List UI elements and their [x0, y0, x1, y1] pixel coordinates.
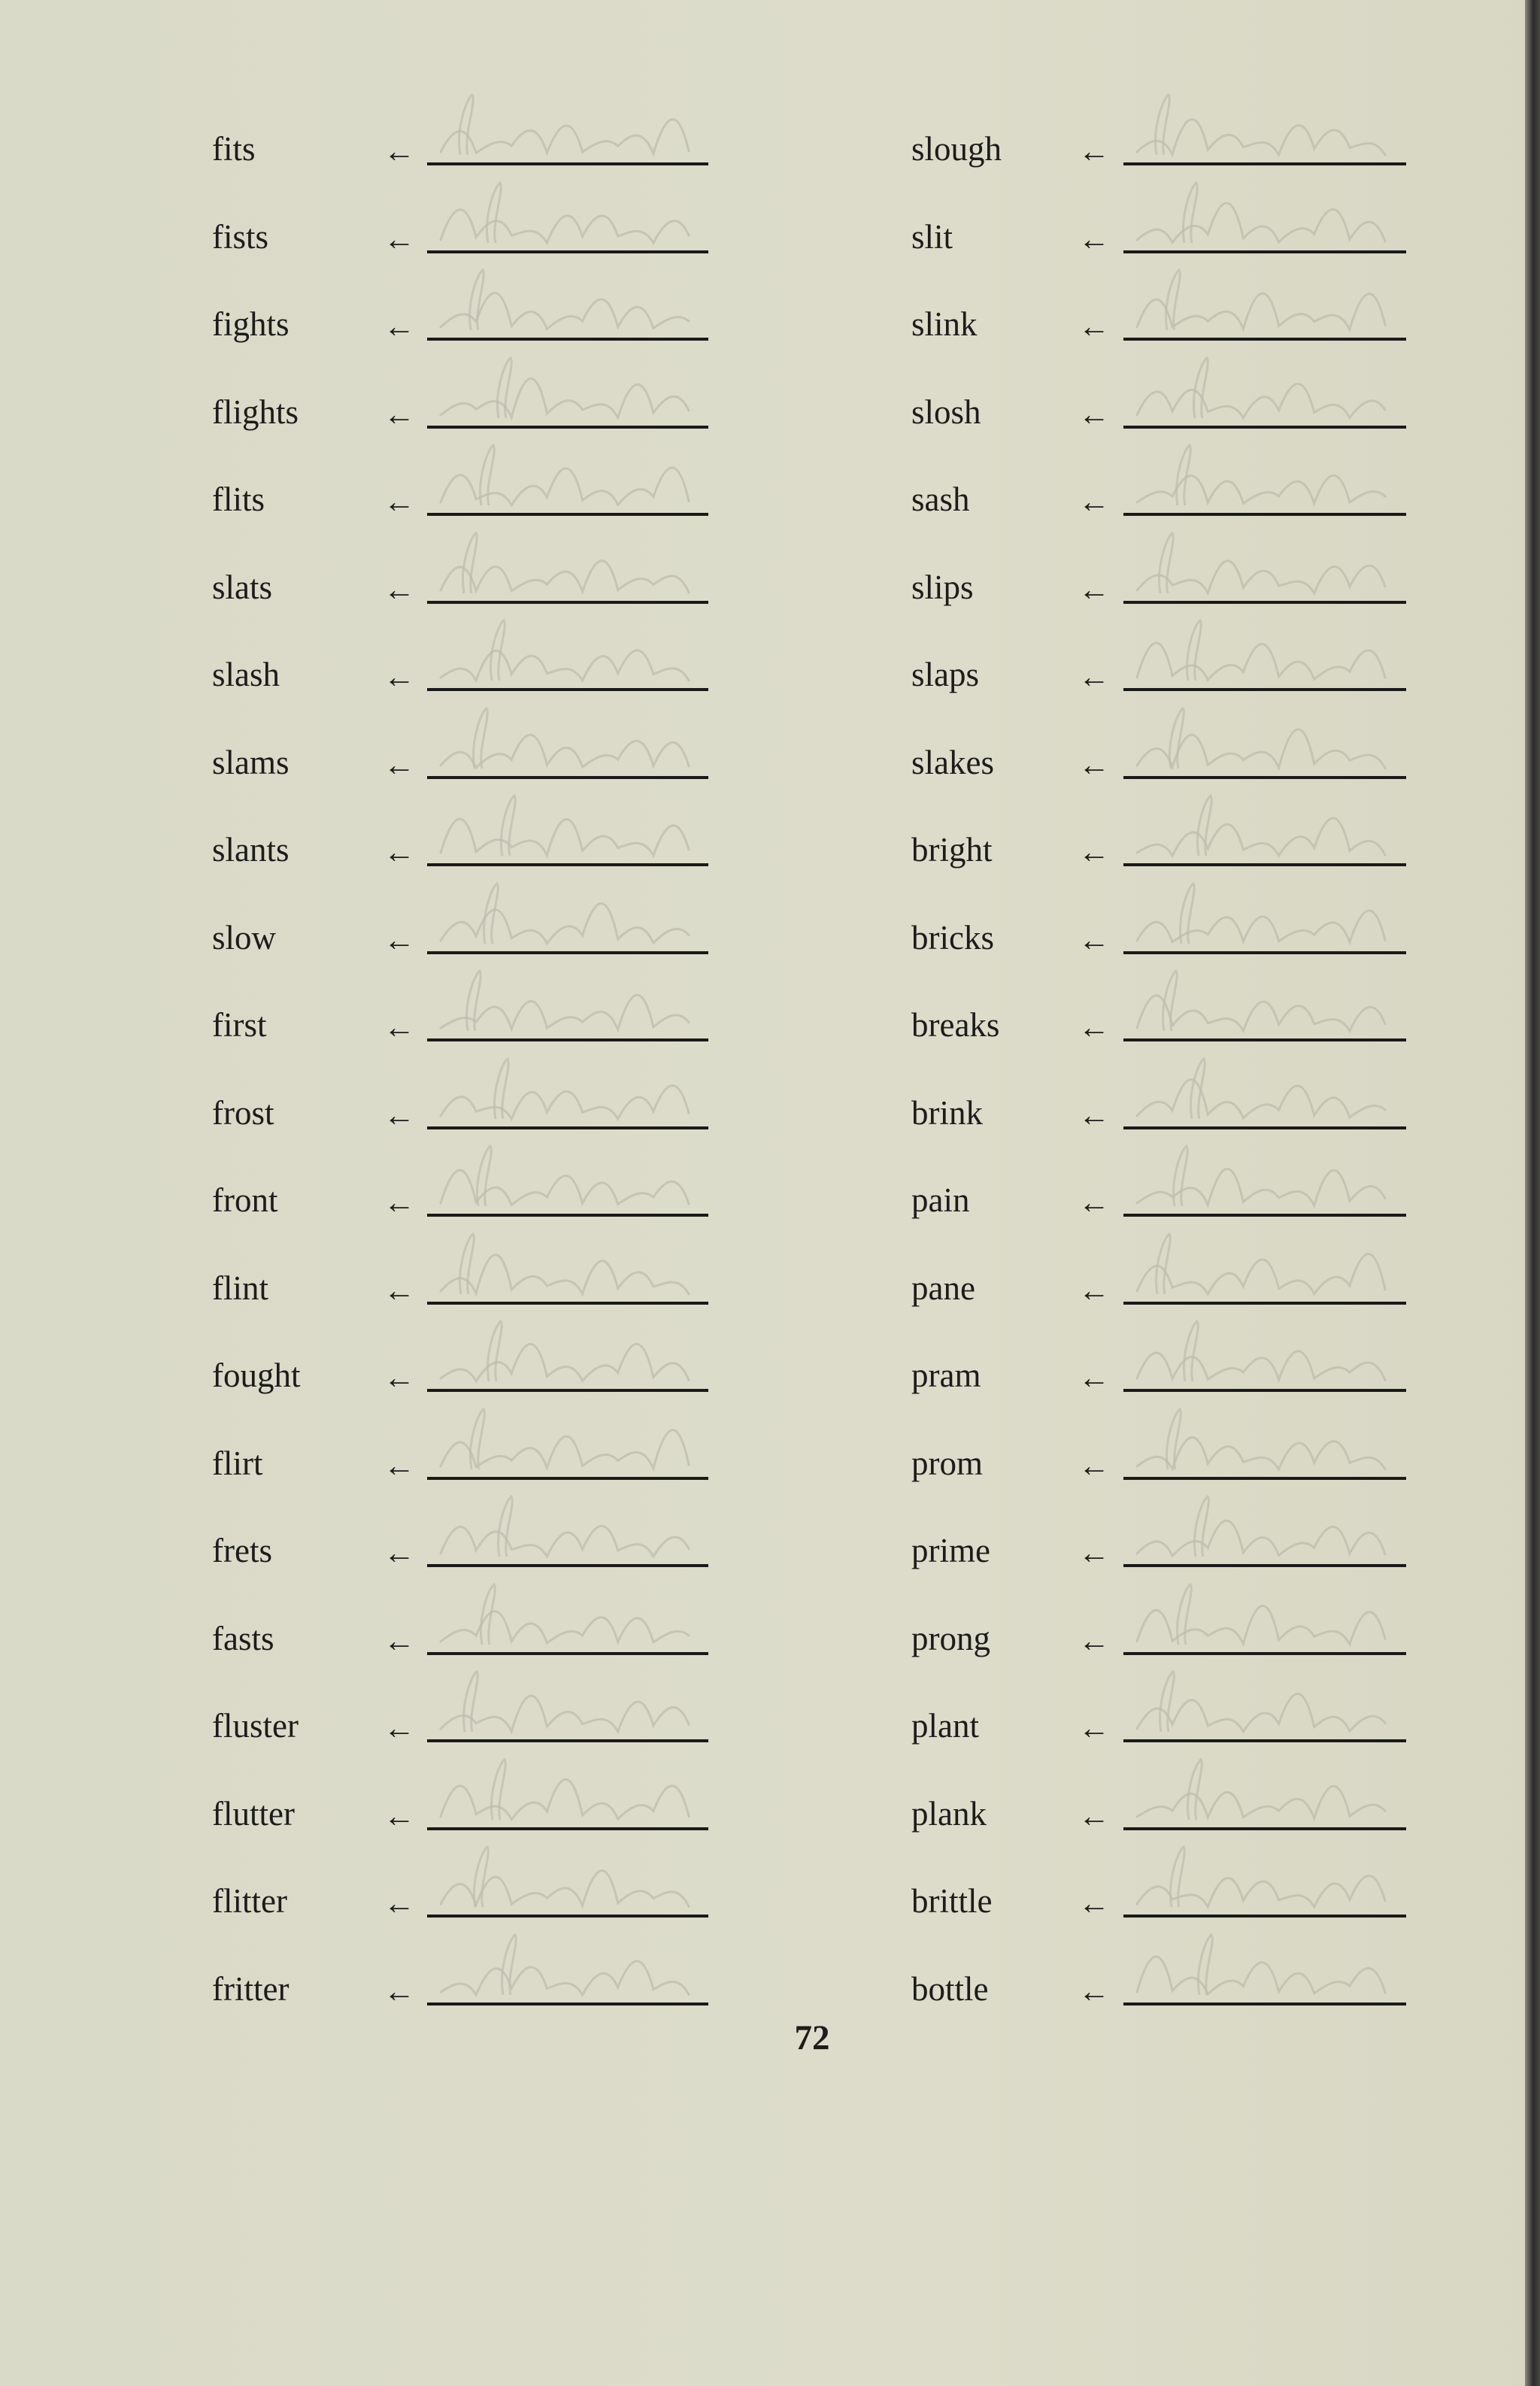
printed-word: flutter: [212, 1794, 295, 1833]
left-arrow-icon: ←: [383, 923, 415, 958]
printed-word: slaps: [911, 656, 979, 693]
answer-blank-line: [427, 1214, 708, 1217]
printed-word: slash: [212, 656, 280, 693]
answer-blank-line: [427, 1827, 708, 1830]
answer-blank-line: [1123, 776, 1406, 779]
answer-blank-line: [1123, 1126, 1406, 1129]
printed-word: flits: [212, 481, 265, 518]
answer-blank-line: [1123, 513, 1406, 516]
pencil-handwriting-signature: [1134, 617, 1390, 690]
printed-word: breaks: [911, 1006, 1000, 1044]
pencil-handwriting-signature: [1134, 267, 1390, 339]
printed-word: fits: [212, 130, 256, 168]
answer-blank-line: [1123, 688, 1406, 691]
left-arrow-icon: ←: [383, 1887, 415, 1921]
answer-blank-line: [1123, 1038, 1406, 1041]
answer-blank-line: [1123, 426, 1406, 429]
answer-blank-line: [427, 1302, 708, 1305]
left-arrow-icon: ←: [383, 1186, 415, 1220]
printed-word: frets: [212, 1532, 272, 1569]
answer-blank-line: [427, 1038, 708, 1041]
pencil-handwriting-signature: [438, 267, 693, 339]
pencil-handwriting-signature: [438, 1669, 693, 1741]
left-arrow-icon: ←: [1078, 1799, 1110, 1834]
left-arrow-icon: ←: [383, 310, 415, 344]
left-arrow-icon: ←: [1078, 1011, 1110, 1045]
left-arrow-icon: ←: [383, 1799, 415, 1834]
pencil-handwriting-signature: [1134, 1406, 1390, 1478]
pencil-handwriting-signature: [438, 1844, 693, 1916]
printed-word: flights: [212, 393, 299, 431]
answer-blank-line: [427, 338, 708, 341]
page-number: 72: [794, 2018, 830, 2057]
answer-blank-line: [1123, 1477, 1406, 1480]
left-arrow-icon: ←: [1078, 1536, 1110, 1571]
answer-blank-line: [1123, 951, 1406, 954]
pencil-handwriting-signature: [438, 1581, 693, 1654]
left-arrow-icon: ←: [1078, 1098, 1110, 1133]
left-arrow-icon: ←: [383, 1711, 415, 1746]
left-arrow-icon: ←: [383, 397, 415, 432]
pencil-handwriting-signature: [438, 793, 693, 865]
pencil-handwriting-signature: [1134, 355, 1390, 427]
left-arrow-icon: ←: [383, 572, 415, 608]
left-arrow-icon: ←: [1078, 572, 1110, 608]
printed-word: frost: [212, 1093, 274, 1132]
printed-word: brittle: [911, 1882, 993, 1920]
answer-blank-line: [427, 2002, 708, 2006]
left-arrow-icon: ←: [383, 835, 415, 870]
printed-word: slants: [212, 831, 290, 869]
left-arrow-icon: ←: [383, 135, 415, 169]
printed-word: flint: [212, 1269, 268, 1307]
answer-blank-line: [427, 776, 708, 779]
left-arrow-icon: ←: [1078, 310, 1110, 344]
printed-word: fritter: [212, 1969, 290, 2008]
left-arrow-icon: ←: [1078, 1361, 1110, 1396]
pencil-handwriting-signature: [438, 968, 693, 1040]
pencil-handwriting-signature: [438, 355, 693, 427]
pencil-handwriting-signature: [1134, 793, 1390, 865]
answer-blank-line: [1123, 1915, 1406, 1918]
answer-blank-line: [1123, 1827, 1406, 1830]
left-arrow-icon: ←: [383, 747, 415, 783]
answer-blank-line: [427, 162, 708, 165]
left-arrow-icon: ←: [1078, 485, 1110, 520]
left-arrow-icon: ←: [383, 1536, 415, 1571]
pencil-handwriting-signature: [1134, 1056, 1390, 1128]
pencil-handwriting-signature: [438, 705, 693, 778]
answer-blank-line: [1123, 1739, 1406, 1742]
pencil-handwriting-signature: [438, 1757, 693, 1829]
left-arrow-icon: ←: [383, 1011, 415, 1045]
left-arrow-icon: ←: [1078, 1273, 1110, 1308]
printed-word: pain: [911, 1181, 970, 1219]
left-arrow-icon: ←: [383, 1624, 415, 1659]
printed-word: bottle: [911, 1969, 989, 2008]
answer-blank-line: [1123, 1652, 1406, 1655]
answer-blank-line: [1123, 2002, 1406, 2006]
left-arrow-icon: ←: [383, 1098, 415, 1133]
printed-word: slough: [911, 130, 1002, 168]
left-arrow-icon: ←: [383, 1448, 415, 1484]
left-arrow-icon: ←: [1078, 1711, 1110, 1746]
printed-word: pram: [911, 1357, 981, 1394]
pencil-handwriting-signature: [1134, 530, 1390, 602]
printed-word: plank: [911, 1794, 987, 1833]
printed-word: plant: [911, 1707, 979, 1745]
page-edge-shadow: [1525, 0, 1540, 2386]
printed-word: slink: [911, 305, 978, 343]
left-arrow-icon: ←: [1078, 747, 1110, 783]
pencil-handwriting-signature: [1134, 442, 1390, 514]
left-arrow-icon: ←: [1078, 135, 1110, 169]
left-arrow-icon: ←: [1078, 1186, 1110, 1220]
printed-word: bricks: [911, 918, 994, 957]
right-exercise-row: [911, 1966, 1438, 2042]
pencil-handwriting-signature: [1134, 881, 1390, 953]
pencil-handwriting-signature: [1134, 1493, 1390, 1566]
printed-word: bright: [911, 831, 993, 869]
printed-word: prime: [911, 1532, 990, 1569]
answer-blank-line: [1123, 338, 1406, 341]
answer-blank-line: [427, 1652, 708, 1655]
printed-word: slosh: [911, 393, 981, 431]
pencil-handwriting-signature: [1134, 1581, 1390, 1654]
printed-word: prong: [911, 1619, 990, 1657]
pencil-handwriting-signature: [1134, 1318, 1390, 1390]
answer-blank-line: [1123, 863, 1406, 866]
left-arrow-icon: ←: [383, 1361, 415, 1396]
printed-word: front: [212, 1181, 278, 1219]
answer-blank-line: [427, 1915, 708, 1918]
pencil-handwriting-signature: [1134, 1844, 1390, 1916]
pencil-handwriting-signature: [438, 881, 693, 953]
answer-blank-line: [1123, 162, 1406, 165]
printed-word: slow: [212, 918, 277, 957]
answer-blank-line: [1123, 1389, 1406, 1392]
left-arrow-icon: ←: [1078, 222, 1110, 257]
pencil-handwriting-signature: [438, 442, 693, 514]
answer-blank-line: [1123, 1302, 1406, 1305]
pencil-handwriting-signature: [438, 1318, 693, 1390]
printed-word: first: [212, 1006, 267, 1044]
left-arrow-icon: ←: [1078, 397, 1110, 432]
printed-word: fasts: [212, 1619, 274, 1657]
printed-word: sash: [911, 481, 970, 518]
answer-blank-line: [427, 1126, 708, 1129]
printed-word: flitter: [212, 1882, 287, 1920]
answer-blank-line: [427, 1564, 708, 1567]
answer-blank-line: [427, 250, 708, 253]
pencil-handwriting-signature: [438, 1406, 693, 1478]
answer-blank-line: [1123, 601, 1406, 604]
pencil-handwriting-signature: [438, 530, 693, 602]
pencil-handwriting-signature: [1134, 92, 1390, 164]
pencil-handwriting-signature: [1134, 1143, 1390, 1215]
printed-word: fought: [212, 1357, 301, 1394]
left-arrow-icon: ←: [383, 222, 415, 257]
pencil-handwriting-signature: [438, 617, 693, 690]
left-arrow-icon: ←: [383, 660, 415, 695]
answer-blank-line: [427, 1477, 708, 1480]
printed-word: slats: [212, 568, 273, 606]
printed-word: flirt: [212, 1444, 263, 1482]
answer-blank-line: [1123, 1564, 1406, 1567]
answer-blank-line: [427, 1739, 708, 1742]
pencil-handwriting-signature: [1134, 1932, 1390, 2004]
pencil-handwriting-signature: [1134, 1757, 1390, 1829]
answer-blank-line: [1123, 250, 1406, 253]
printed-word: pane: [911, 1269, 975, 1307]
left-arrow-icon: ←: [1078, 1624, 1110, 1659]
answer-blank-line: [427, 688, 708, 691]
pencil-handwriting-signature: [1134, 705, 1390, 778]
left-arrow-icon: ←: [1078, 835, 1110, 870]
pencil-handwriting-signature: [1134, 968, 1390, 1040]
pencil-handwriting-signature: [438, 1932, 693, 2004]
answer-blank-line: [427, 951, 708, 954]
pencil-handwriting-signature: [438, 1056, 693, 1128]
pencil-handwriting-signature: [438, 180, 693, 252]
pencil-handwriting-signature: [1134, 1669, 1390, 1741]
left-arrow-icon: ←: [1078, 1974, 1110, 2009]
left-arrow-icon: ←: [1078, 923, 1110, 958]
pencil-handwriting-signature: [438, 1143, 693, 1215]
answer-blank-line: [427, 513, 708, 516]
printed-word: slams: [212, 743, 290, 781]
answer-blank-line: [427, 601, 708, 604]
printed-word: fluster: [212, 1707, 299, 1745]
left-exercise-row: [212, 1966, 738, 2042]
answer-blank-line: [427, 863, 708, 866]
pencil-handwriting-signature: [438, 1231, 693, 1303]
pencil-handwriting-signature: [438, 1493, 693, 1566]
pencil-handwriting-signature: [1134, 1231, 1390, 1303]
printed-word: brink: [911, 1093, 983, 1132]
pencil-handwriting-signature: [438, 92, 693, 164]
pencil-handwriting-signature: [1134, 180, 1390, 252]
answer-blank-line: [427, 1389, 708, 1392]
left-arrow-icon: ←: [1078, 1448, 1110, 1484]
left-arrow-icon: ←: [383, 1974, 415, 2009]
answer-blank-line: [427, 426, 708, 429]
printed-word: prom: [911, 1444, 983, 1482]
printed-word: slips: [911, 568, 974, 606]
answer-blank-line: [1123, 1214, 1406, 1217]
left-arrow-icon: ←: [383, 485, 415, 520]
printed-word: slit: [911, 217, 953, 256]
left-arrow-icon: ←: [1078, 660, 1110, 695]
left-arrow-icon: ←: [383, 1273, 415, 1308]
printed-word: fists: [212, 217, 269, 256]
left-arrow-icon: ←: [1078, 1887, 1110, 1921]
printed-word: fights: [212, 305, 290, 343]
printed-word: slakes: [911, 743, 994, 781]
